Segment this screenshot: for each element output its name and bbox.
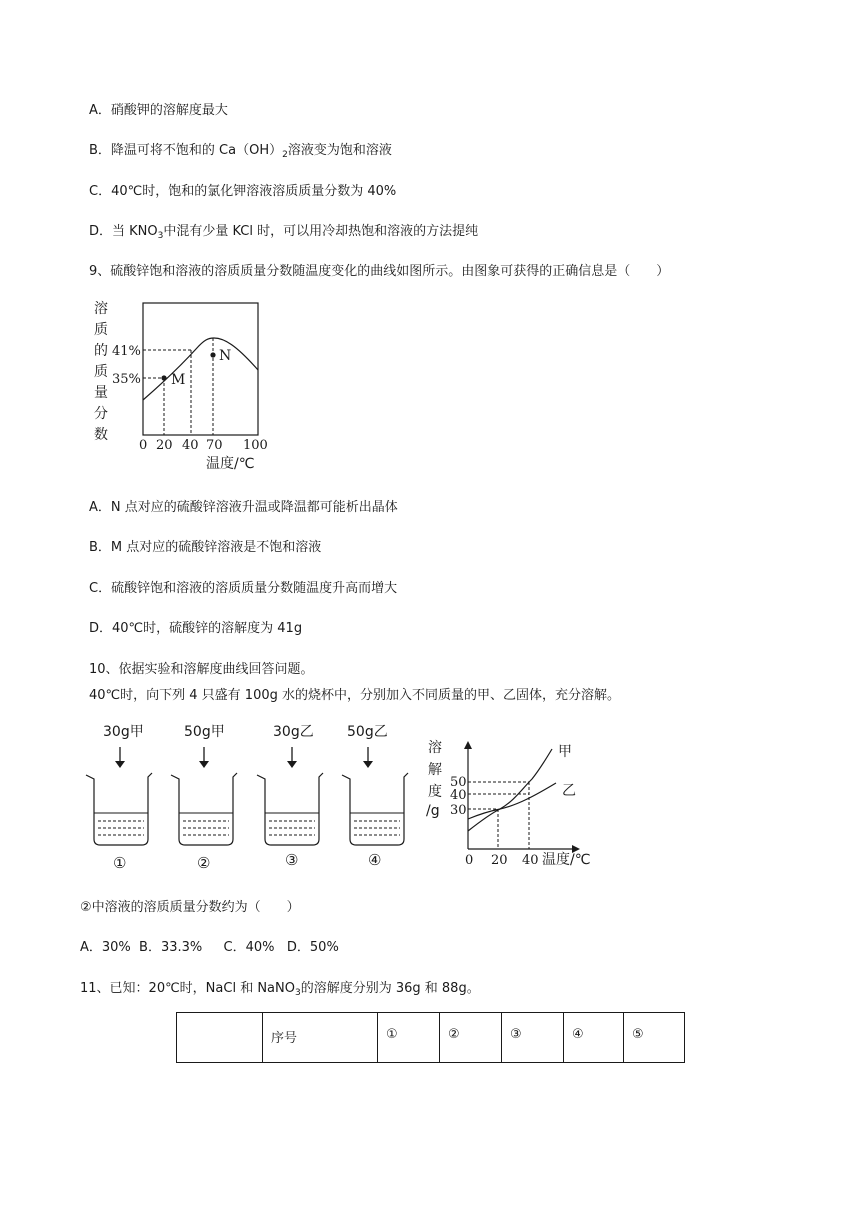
q9-solubility-curve xyxy=(143,338,258,400)
q10-xtick: 40 xyxy=(522,853,539,868)
q10-ylabel-char: 溶 xyxy=(428,740,442,756)
q10-curve-yi xyxy=(468,783,556,819)
beaker-3 xyxy=(257,724,323,869)
beaker-number: ① xyxy=(113,854,127,872)
q9-point-n xyxy=(210,352,215,357)
q10-ylabel-char: /g xyxy=(426,803,440,819)
q11-table xyxy=(176,1012,685,1063)
q8-option-c: C．40℃时，饱和的氯化钾溶液溶质质量分数为 40% xyxy=(89,184,397,199)
q10-curve-jia xyxy=(468,749,552,831)
q9-ytick-35: 35% xyxy=(112,372,141,387)
q10-options: A．30% B．33.3% C．40% D．50% xyxy=(80,940,339,955)
table-cell: ① xyxy=(378,1013,440,1063)
q10-ytick: 30 xyxy=(450,803,467,818)
table-cell: ⑤ xyxy=(624,1013,685,1063)
q10-ytick: 50 xyxy=(450,775,467,790)
q10-beakers xyxy=(80,715,440,875)
q9-xtick: 70 xyxy=(206,438,223,453)
beaker-label: 30g乙 xyxy=(273,724,314,740)
q9-ylabel-char: 的 xyxy=(94,343,108,359)
q9-ytick-41: 41% xyxy=(112,344,141,359)
q10-stem: 10、依据实验和溶解度曲线回答问题。 xyxy=(89,662,314,677)
q9-option-c: C．硫酸锌饱和溶液的溶质质量分数随温度升高而增大 xyxy=(89,581,398,596)
q11-stem: 11、已知：20℃时，NaCl 和 NaNO$_3$的溶解度分别为 36g 和 88g。 xyxy=(80,981,480,998)
q9-xtick: 20 xyxy=(156,438,173,453)
beaker-2 xyxy=(171,724,237,872)
q9-label-n: N xyxy=(219,348,232,364)
q10-ytick: 40 xyxy=(450,788,467,803)
q10-xlabel: 温度/℃ xyxy=(542,852,591,868)
table-row xyxy=(177,1013,685,1063)
q9-ylabel-char: 量 xyxy=(94,385,108,401)
table-cell: 序号 xyxy=(263,1013,378,1063)
table-cell xyxy=(177,1013,263,1063)
q9-option-b: B．M 点对应的硫酸锌溶液是不饱和溶液 xyxy=(89,540,322,555)
q9-plot-frame xyxy=(143,303,258,435)
q9-xtick: 100 xyxy=(243,438,268,453)
q9-xlabel: 温度/℃ xyxy=(206,456,255,472)
q10-xtick: 20 xyxy=(491,853,508,868)
table-cell: ③ xyxy=(502,1013,564,1063)
beaker-4 xyxy=(342,724,408,869)
beaker-number: ③ xyxy=(285,851,299,869)
q9-ylabel-char: 分 xyxy=(94,406,108,422)
q8-option-b: B．降温可将不饱和的 $Ca(OH)_2$溶液变为饱和溶液 xyxy=(89,143,392,160)
q8-option-a: A．硝酸钾的溶解度最大 xyxy=(89,103,228,118)
beaker-label: 50g甲 xyxy=(184,724,225,740)
beaker-1 xyxy=(86,724,152,872)
table-cell: ④ xyxy=(564,1013,624,1063)
beaker-label: 30g甲 xyxy=(103,724,144,740)
q9-xtick: 40 xyxy=(182,438,199,453)
q10-ylabel-char: 度 xyxy=(428,784,442,800)
q10-xtick: 0 xyxy=(465,853,474,868)
q9-ylabel-char: 质 xyxy=(94,322,108,338)
beaker-number: ④ xyxy=(368,851,382,869)
q10-series-jia-label: 甲 xyxy=(558,744,572,760)
q10-graph xyxy=(422,735,602,875)
q9-xtick: 0 xyxy=(139,438,148,453)
q10-ylabel-char: 解 xyxy=(428,762,442,778)
beaker-label: 50g乙 xyxy=(347,724,388,740)
q10-question: ②中溶液的溶质质量分数约为（ ） xyxy=(80,900,300,915)
q9-ylabel-char: 数 xyxy=(94,427,108,443)
q9-stem: 9、硫酸锌饱和溶液的溶质质量分数随温度变化的曲线如图所示。由图象可获得的正确信息是（ ） xyxy=(89,264,670,279)
q10-series-yi-label: 乙 xyxy=(562,783,576,799)
q10-intro: 40℃时，向下列 4 只盛有 100g 水的烧杯中，分别加入不同质量的甲、乙固体，充分溶解。 xyxy=(89,688,621,703)
q9-label-m: M xyxy=(171,372,186,388)
q9-ylabel-char: 溶 xyxy=(94,301,108,317)
q9-graph xyxy=(86,290,286,475)
q8-option-d: D．当 $KNO_3$中混有少量 KCl 时，可以用冷却热饱和溶液的方法提纯 xyxy=(89,224,479,241)
beaker-number: ② xyxy=(197,854,211,872)
q9-option-d: D．40℃时，硫酸锌的溶解度为 41g xyxy=(89,621,303,636)
table-cell: ② xyxy=(440,1013,502,1063)
q9-point-m xyxy=(161,375,166,380)
q9-option-a: A．N 点对应的硫酸锌溶液升温或降温都可能析出晶体 xyxy=(89,500,398,515)
q9-ylabel-char: 质 xyxy=(94,364,108,380)
